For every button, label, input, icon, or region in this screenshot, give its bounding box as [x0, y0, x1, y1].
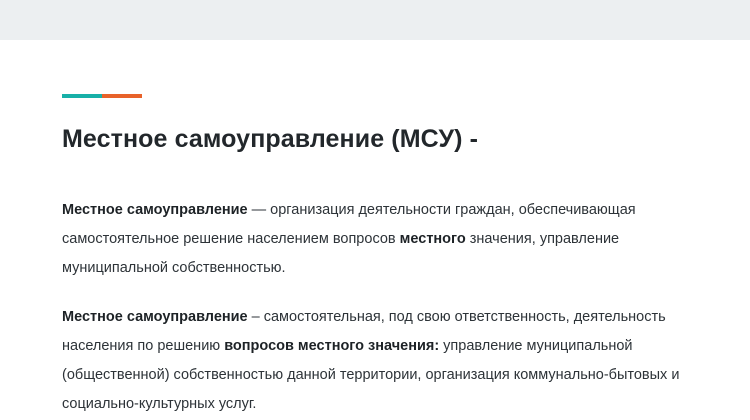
paragraph-definition-1: [62, 196, 688, 283]
body-text: — организация деятельности граждан, обеспечивающая самостоятельное решение населением вопросов: [62, 202, 636, 247]
page-title: Местное самоуправление (МСУ) -: [62, 125, 479, 153]
accent-rule: [62, 94, 142, 98]
body-text: значения, управление муниципальной собственностью.: [62, 231, 620, 276]
paragraph-definition-2: [62, 303, 688, 419]
top-band: [0, 0, 750, 40]
slide-content: [0, 40, 750, 420]
body-text: – самостоятельная, под свою ответственность, деятельность населения по решению: [62, 309, 666, 354]
accent-rule-orange-segment: [102, 94, 142, 98]
accent-rule-teal-segment: [62, 94, 102, 98]
body-text: управление муниципальной (общественной) собственностью данной территории, организация коммунально-бытовых и социально-культурных услуг.: [62, 338, 680, 412]
emphasized-text: вопросов местного значения:: [224, 338, 440, 354]
emphasized-text: Местное самоуправление: [62, 202, 248, 218]
emphasized-text: Местное самоуправление: [62, 309, 248, 325]
emphasized-text: местного: [399, 231, 466, 247]
